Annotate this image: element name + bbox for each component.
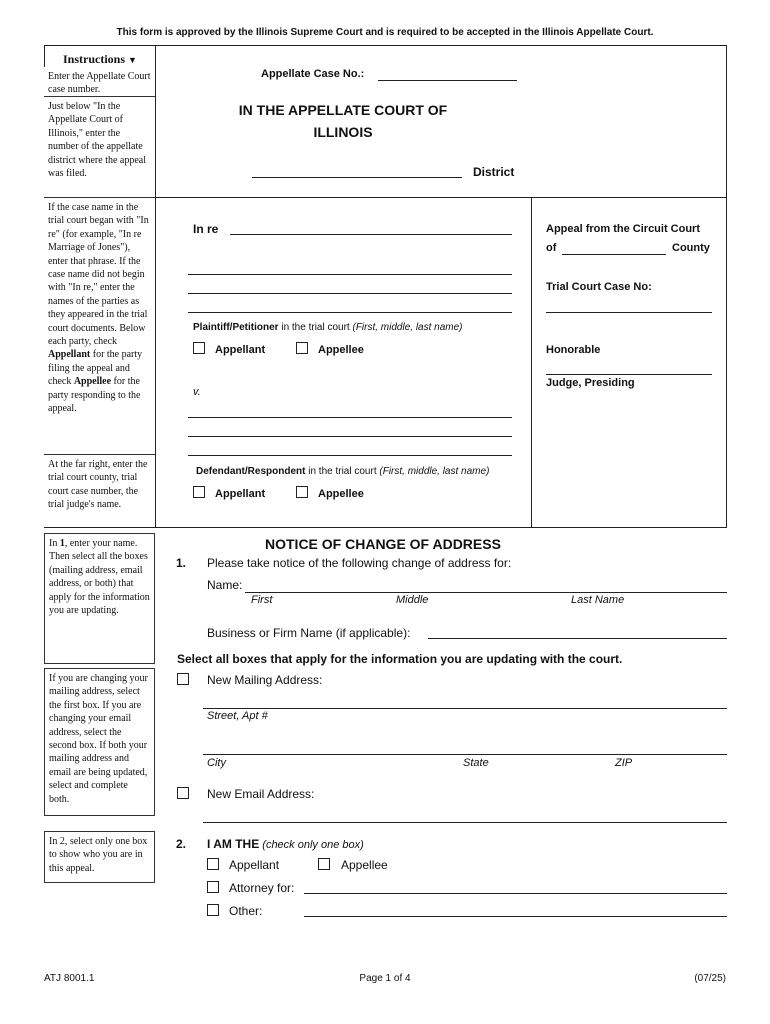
of-label: of bbox=[546, 242, 557, 254]
street-field[interactable] bbox=[203, 708, 727, 709]
notice-title: NOTICE OF CHANGE OF ADDRESS bbox=[265, 536, 501, 552]
role-appellee-checkbox[interactable] bbox=[318, 858, 330, 870]
judge-field[interactable] bbox=[546, 374, 712, 375]
in-re-field[interactable] bbox=[230, 234, 512, 235]
zip-caption: ZIP bbox=[615, 757, 633, 769]
role-appellant-label: Appellant bbox=[229, 858, 280, 872]
defendant-line-1[interactable] bbox=[188, 417, 512, 418]
plaintiff-line-1[interactable] bbox=[188, 274, 512, 275]
appeal-from-label: Appeal from the Circuit Court bbox=[546, 223, 701, 235]
in-re-label: In re bbox=[193, 222, 219, 236]
attorney-for-field[interactable] bbox=[304, 893, 727, 894]
item-1-number: 1. bbox=[176, 556, 187, 570]
city-caption: City bbox=[207, 757, 226, 769]
defendant-appellee-checkbox[interactable] bbox=[296, 486, 308, 498]
caption-vertical-divider bbox=[531, 197, 532, 527]
plaintiff-appellee-checkbox[interactable] bbox=[296, 342, 308, 354]
form-date: (07/25) bbox=[694, 973, 726, 984]
plaintiff-label: Plaintiff/Petitioner in the trial court (First, middle, last name) bbox=[193, 322, 463, 333]
instruction-case-number: Enter the Appellate Court case number. bbox=[44, 67, 155, 97]
last-name-caption: Last Name bbox=[571, 594, 625, 606]
district-label: District bbox=[473, 165, 515, 179]
other-field[interactable] bbox=[304, 916, 727, 917]
new-email-checkbox[interactable] bbox=[177, 787, 189, 799]
defendant-line-3[interactable] bbox=[188, 455, 512, 456]
defendant-appellant-label: Appellant bbox=[215, 488, 266, 500]
trial-case-no-label: Trial Court Case No: bbox=[546, 281, 652, 293]
plaintiff-appellee-label: Appellee bbox=[318, 344, 364, 356]
caption-divider bbox=[155, 197, 727, 198]
judge-presiding-label: Judge, Presiding bbox=[546, 377, 635, 389]
form-id: ATJ 8001.1 bbox=[44, 973, 95, 984]
state-caption: State bbox=[463, 757, 489, 769]
instruction-address-email: If you are changing your mailing address, select the first box. If you are changing your email address, select the second box. If both your mailing address and email are being updated, select and complete both. bbox=[44, 668, 155, 816]
new-mailing-checkbox[interactable] bbox=[177, 673, 189, 685]
instructions-title[interactable]: Instructions ▼ bbox=[63, 52, 137, 66]
new-mailing-label: New Mailing Address: bbox=[207, 673, 323, 687]
plaintiff-appellant-checkbox[interactable] bbox=[193, 342, 205, 354]
business-field[interactable] bbox=[428, 638, 727, 639]
defendant-line-2[interactable] bbox=[188, 436, 512, 437]
instruction-role: In 2, select only one box to show who you are in this appeal. bbox=[44, 831, 155, 883]
approval-note: This form is approved by the Illinois Supreme Court and is required to be accepted in the Illinois Appellate Court. bbox=[116, 27, 654, 38]
item-1-text: Please take notice of the following change of address for: bbox=[207, 556, 512, 570]
defendant-label: Defendant/Respondent in the trial court (First, middle, last name) bbox=[196, 466, 490, 477]
select-all-instruction: Select all boxes that apply for the information you are updating with the court. bbox=[177, 652, 623, 666]
case-no-label: Appellate Case No.: bbox=[261, 68, 365, 80]
email-field[interactable] bbox=[203, 822, 727, 823]
caption-top-border bbox=[44, 45, 727, 46]
versus-label: v. bbox=[193, 386, 201, 398]
plaintiff-line-2[interactable] bbox=[188, 293, 512, 294]
role-other-checkbox[interactable] bbox=[207, 904, 219, 916]
first-name-caption: First bbox=[251, 594, 273, 606]
defendant-appellant-checkbox[interactable] bbox=[193, 486, 205, 498]
defendant-appellee-label: Appellee bbox=[318, 488, 364, 500]
role-attorney-checkbox[interactable] bbox=[207, 881, 219, 893]
name-label: Name: bbox=[207, 578, 243, 592]
role-other-label: Other: bbox=[229, 904, 263, 918]
case-no-field[interactable] bbox=[378, 80, 517, 81]
item-2-number: 2. bbox=[176, 837, 187, 851]
instruction-district: Just below "In the Appellate Court of Illinois," enter the number of the appellate district where the appeal was filed. bbox=[44, 97, 155, 198]
court-title-2: ILLINOIS bbox=[313, 124, 373, 140]
dropdown-arrow-icon: ▼ bbox=[128, 55, 137, 65]
role-appellee-label: Appellee bbox=[341, 858, 388, 872]
role-appellant-checkbox[interactable] bbox=[207, 858, 219, 870]
instruction-case-name: If the case name in the trial court began with "In re" (for example, "In re Marriage of Jones"), enter that phrase. If the case name did not begin with "In re," enter the names of the parties as they appeared in the trial court documents. Below each party, check Appellant for the party filing the appeal and check Appellee for the party responding to the appeal. bbox=[44, 198, 155, 455]
city-state-zip-field[interactable] bbox=[203, 754, 727, 755]
business-label: Business or Firm Name (if applicable): bbox=[207, 626, 411, 640]
caption-right-border bbox=[726, 45, 727, 528]
county-label: County bbox=[672, 242, 710, 254]
instruction-name-boxes: In 1, enter your name. Then select all the boxes (mailing address, email address, or both) that apply for the information you are updating. bbox=[44, 533, 155, 664]
i-am-the-label: I AM THE (check only one box) bbox=[207, 837, 364, 851]
new-email-label: New Email Address: bbox=[207, 787, 315, 801]
plaintiff-appellant-label: Appellant bbox=[215, 344, 266, 356]
name-field[interactable] bbox=[245, 592, 727, 593]
instruction-county: At the far right, enter the trial court county, trial court case number, the trial judge's name. bbox=[44, 455, 155, 527]
page-number: Page 1 of 4 bbox=[359, 973, 411, 984]
middle-name-caption: Middle bbox=[396, 594, 429, 606]
street-caption: Street, Apt # bbox=[207, 710, 268, 722]
plaintiff-line-3[interactable] bbox=[188, 312, 512, 313]
trial-case-no-field[interactable] bbox=[546, 312, 712, 313]
honorable-label: Honorable bbox=[546, 344, 601, 356]
caption-bottom-border bbox=[44, 527, 727, 528]
county-field[interactable] bbox=[562, 254, 666, 255]
role-attorney-label: Attorney for: bbox=[229, 881, 295, 895]
district-field[interactable] bbox=[252, 177, 462, 178]
court-title-1: IN THE APPELLATE COURT OF bbox=[238, 102, 448, 118]
